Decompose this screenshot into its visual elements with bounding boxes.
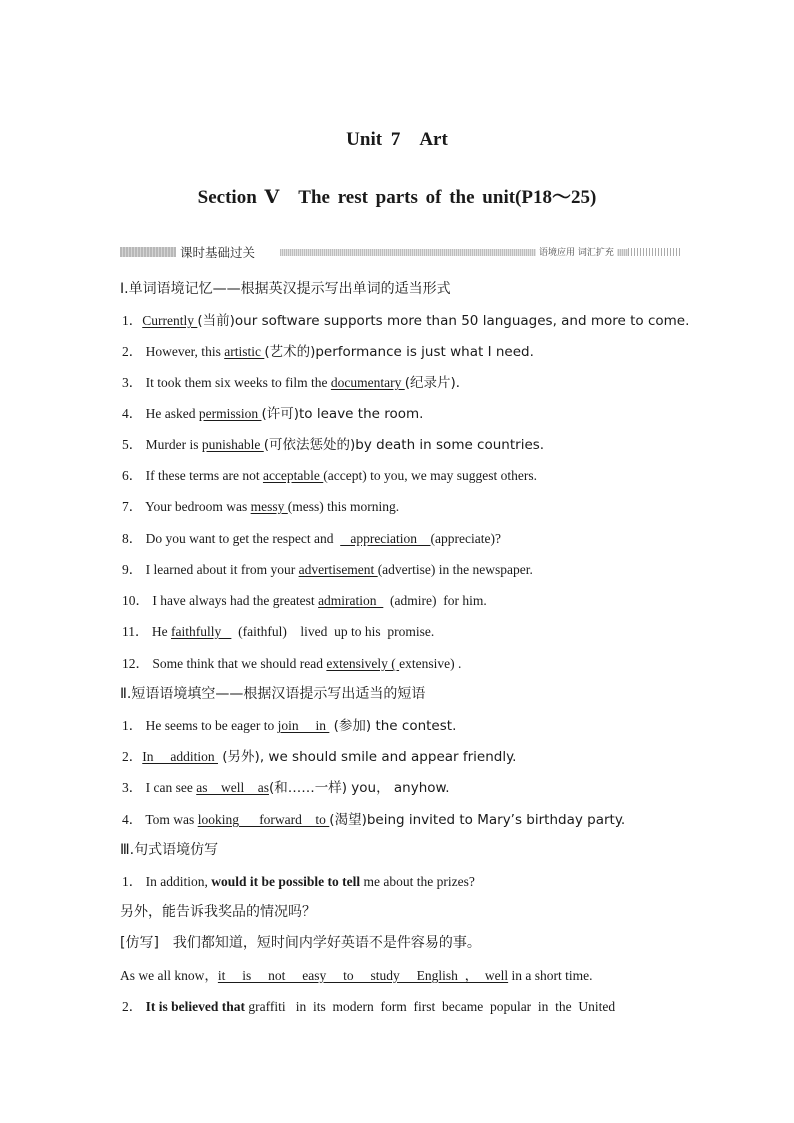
answer-blank: appreciation <box>340 531 431 546</box>
section3-heading: Ⅲ.句式语境仿写 <box>120 842 219 858</box>
answer-blank: artistic <box>224 344 265 359</box>
list-item <box>122 312 689 330</box>
item-text: (参加) the contest. <box>329 718 457 734</box>
list-item <box>122 343 534 361</box>
imitate-label: [仿写] <box>120 935 159 951</box>
item-text: 11． He <box>122 624 171 639</box>
item-number: 1． <box>122 313 143 328</box>
item-text: (advertise) in the newspaper. <box>377 562 533 577</box>
item-text: 1． In addition, <box>122 874 212 889</box>
item-text: 12． Some think that we should read <box>122 656 327 671</box>
list-item <box>122 655 461 673</box>
answer-blank: acceptable <box>262 468 324 483</box>
item-text: (纪录片)． <box>404 375 470 391</box>
answer-blank: it is not easy to study English ， well <box>217 968 509 983</box>
item-text: (和……一样) you， anyhow. <box>268 780 450 796</box>
list-item <box>122 717 456 735</box>
item-text: extensive) . <box>399 656 462 671</box>
imitate-text: 我们都知道，短时间内学好英语不是件容易的事。 <box>158 935 481 951</box>
item-number: 2． <box>122 749 143 764</box>
answer-blank: Currently <box>142 313 198 328</box>
item-text: 3． I can see <box>122 780 197 795</box>
item-text: me about the prizes? <box>360 874 475 889</box>
item-text: 4． Tom was <box>122 812 198 827</box>
chinese-translation: 另外，能告诉我奖品的情况吗？ <box>120 904 316 920</box>
list-item <box>122 405 423 423</box>
item-text: (另外), we should smile and appear friendly. <box>218 749 517 765</box>
list-item <box>122 623 434 641</box>
item-text: (艺术的)performance is just what I need. <box>264 344 534 360</box>
item-text: (admire) for him. <box>383 593 487 608</box>
item-text: (appreciate)? <box>430 531 501 546</box>
list-item <box>122 374 469 392</box>
page-title: Unit 7 Art <box>346 129 448 150</box>
list-item <box>122 748 516 766</box>
imitate-answer <box>120 967 593 985</box>
item-text: 8． Do you want to get the respect and <box>122 531 341 546</box>
answer-blank: permission <box>198 406 262 421</box>
item-text: (accept) to you, we may suggest others. <box>323 468 537 483</box>
item-text: (faithful) lived up to his promise. <box>231 624 435 639</box>
answer-blank: admiration <box>318 593 384 608</box>
answer-blank: faithfully <box>171 624 232 639</box>
item-text: (许可)to leave the room. <box>261 406 424 422</box>
answer-blank: messy <box>250 499 288 514</box>
item-text: (渴望)being invited to Mary’s birthday party. <box>329 812 626 828</box>
list-item <box>122 873 475 891</box>
banner-right-label: 语境应用 词汇扩充 <box>536 245 617 258</box>
section2-heading: Ⅱ.短语语境填空——根据汉语提示写出适当的短语 <box>120 686 426 702</box>
answer-blank: advertisement <box>298 562 378 577</box>
item-number: 2． <box>122 999 146 1014</box>
list-item <box>122 530 501 548</box>
item-text: (当前)our software supports more than 50 languages, and more to come. <box>197 313 690 329</box>
item-text: in a short time. <box>508 968 593 983</box>
item-text: 7． Your bedroom was <box>122 499 251 514</box>
list-item <box>122 561 533 579</box>
section1-heading: Ⅰ.单词语境记忆——根据英汉提示写出单词的适当形式 <box>120 281 451 297</box>
answer-blank: looking forward to <box>197 812 330 827</box>
list-item <box>122 467 537 485</box>
item-text: 1． He seems to be eager to <box>122 718 278 733</box>
item-text: 9． I learned about it from your <box>122 562 299 577</box>
banner-label: 课时基础过关 <box>180 245 256 260</box>
answer-blank: punishable <box>201 437 264 452</box>
list-item <box>122 779 450 797</box>
item-text: (mess) this morning. <box>287 499 400 514</box>
bold-pattern: would it be possible to tell <box>211 874 361 889</box>
item-text: (可依法惩处的)by death in some countries. <box>263 437 545 453</box>
item-text: graffiti in its modern form first became popular in the United <box>245 999 616 1014</box>
list-item <box>122 498 399 516</box>
item-text: 4． He asked <box>122 406 199 421</box>
answer-blank: as well as <box>196 780 269 795</box>
section-title: Section Ⅴ The rest parts of the unit(P18～25) <box>197 187 597 208</box>
item-text: 5． Murder is <box>122 437 202 452</box>
answer-blank: join in <box>277 718 330 733</box>
list-item <box>122 436 544 454</box>
bold-pattern: It is believed that <box>145 999 245 1014</box>
exercise-body <box>120 0 720 1123</box>
item-text: As we all know， <box>120 968 218 983</box>
answer-blank: extensively ( <box>326 656 400 671</box>
list-item <box>122 998 615 1016</box>
item-text: 3． It took them six weeks to film the <box>122 375 331 390</box>
item-text: 6． If these terms are not <box>122 468 263 483</box>
imitate-prompt <box>120 934 481 952</box>
item-text: 2． However, this <box>122 344 225 359</box>
answer-blank: In addition <box>142 749 218 764</box>
item-text: 10． I have always had the greatest <box>122 593 319 608</box>
list-item <box>122 592 487 610</box>
answer-blank: documentary <box>330 375 405 390</box>
list-item <box>122 811 625 829</box>
